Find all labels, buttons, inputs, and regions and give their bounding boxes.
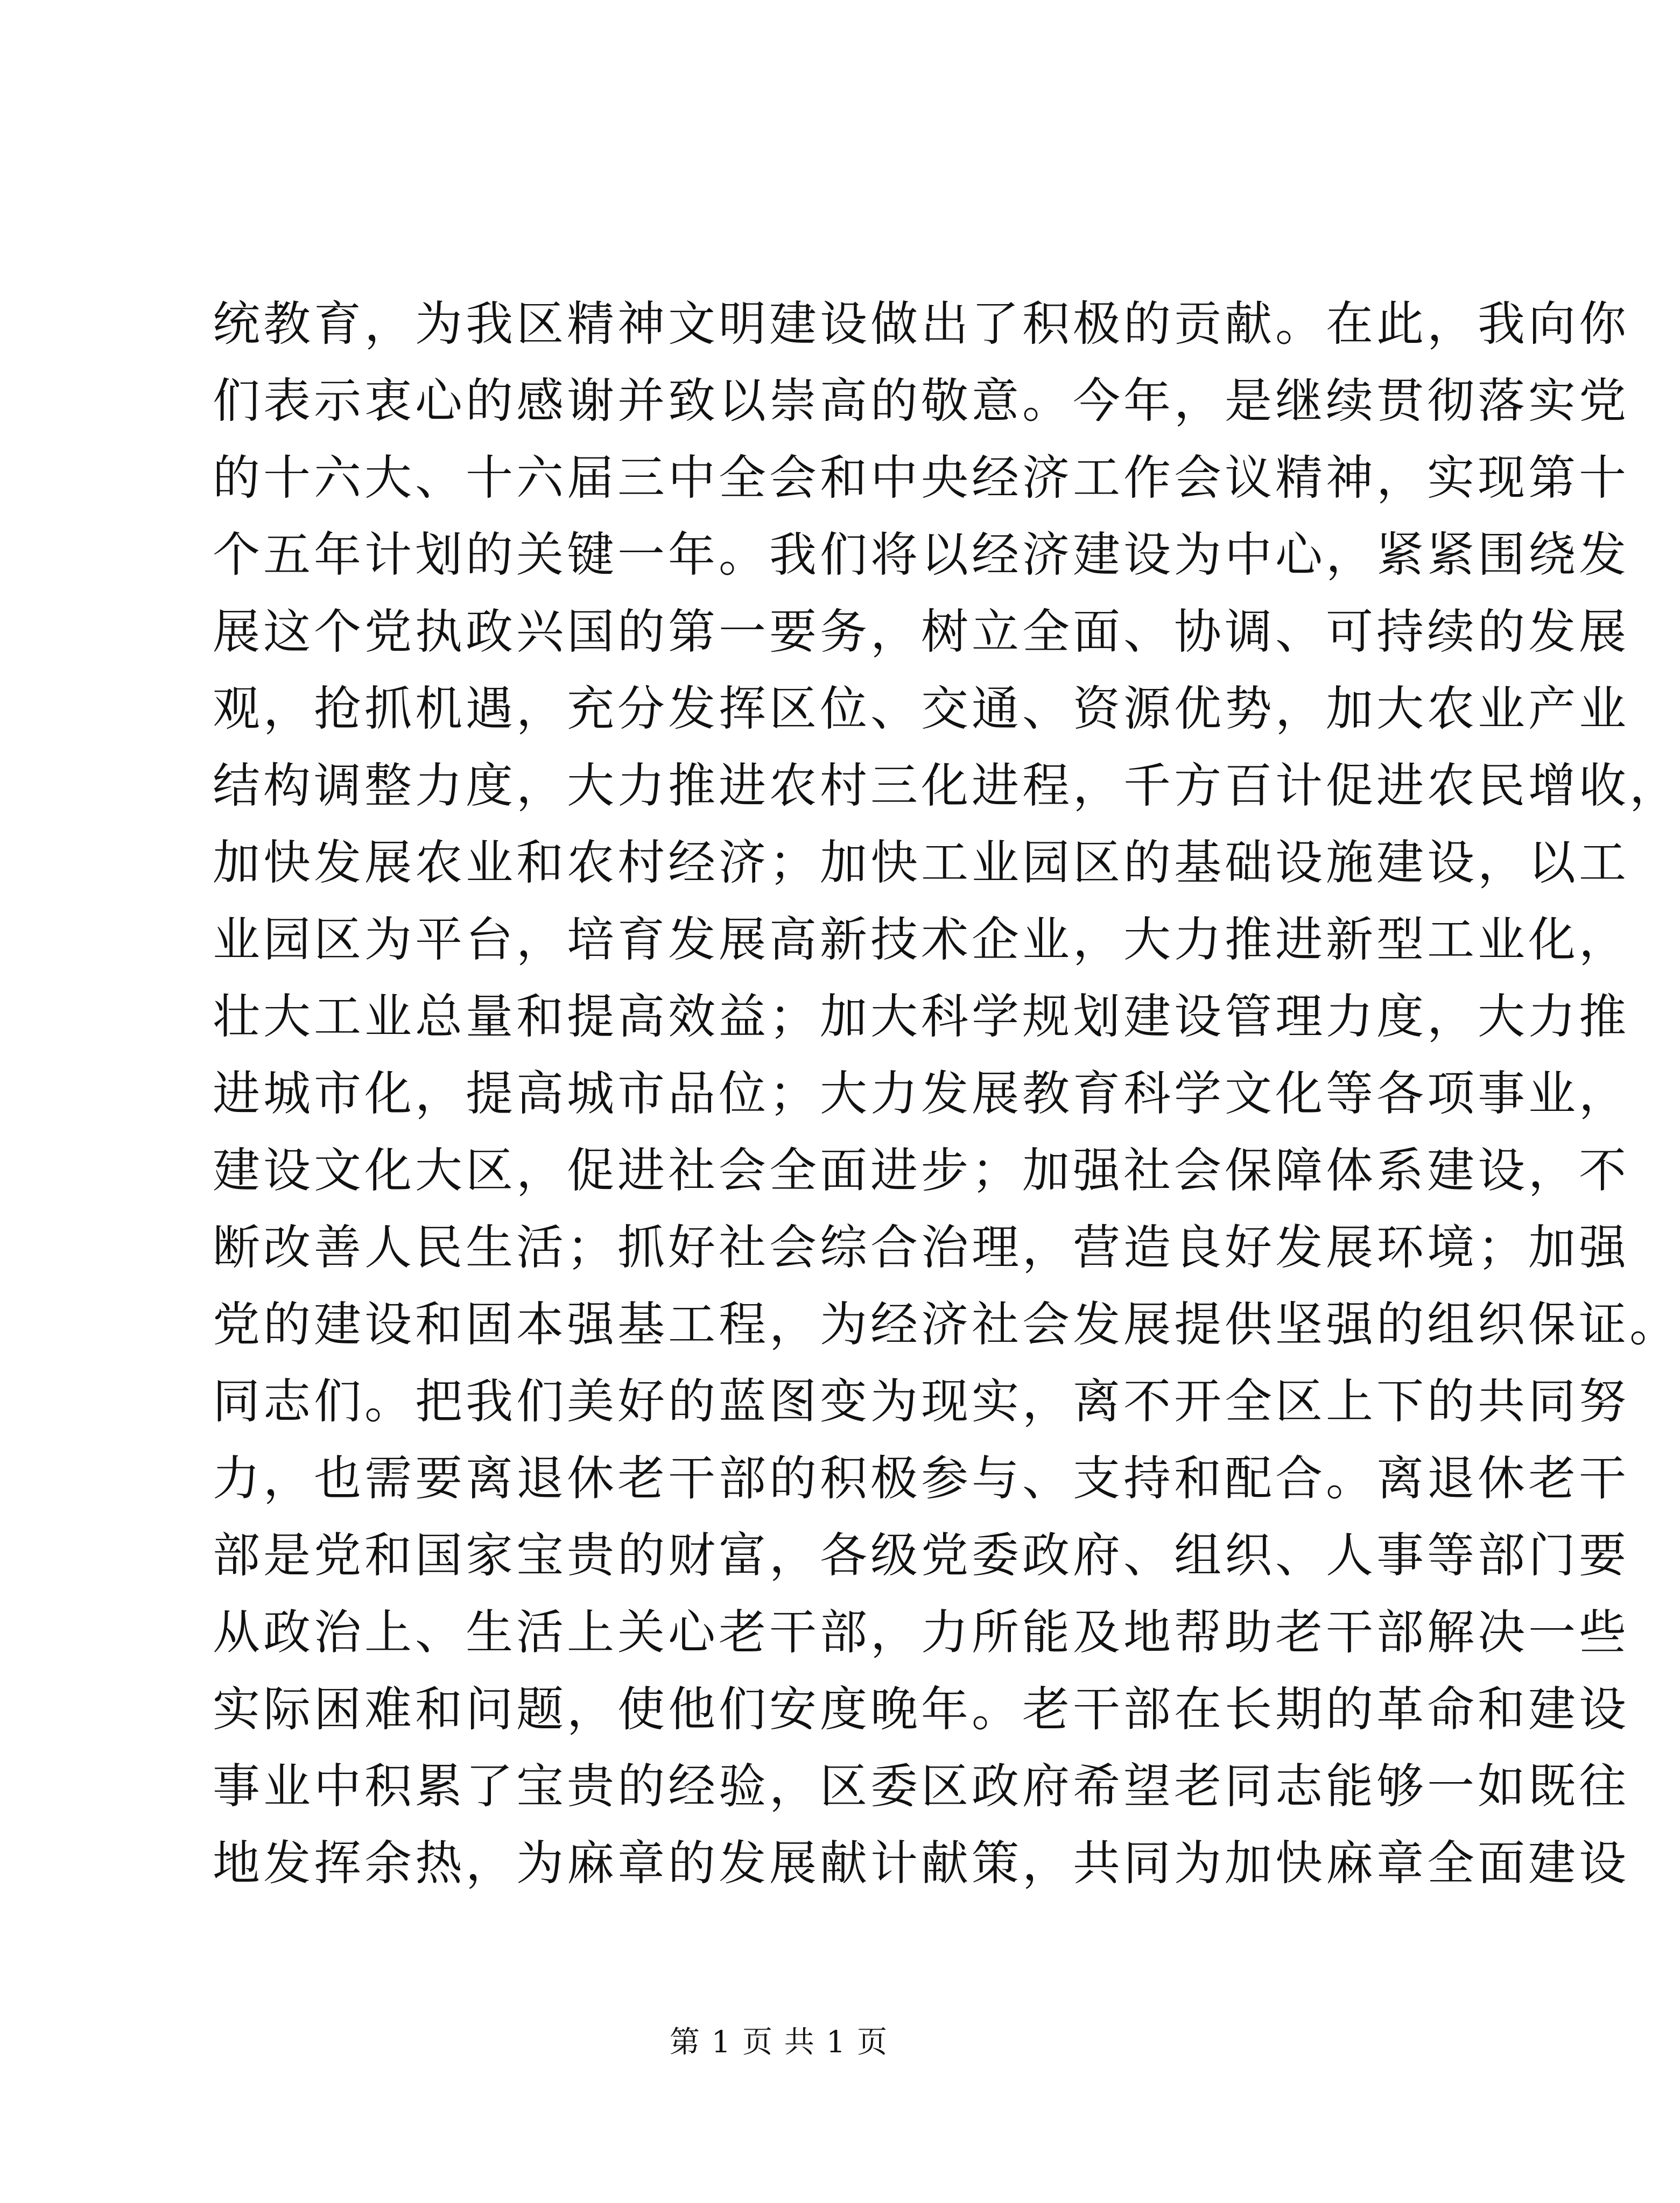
text-line: 事业中积累了宝贵的经验，区委区政府希望老同志能够一如既往: [213, 1758, 1630, 1814]
text-line: 的十六大、十六届三中全会和中央经济工作会议精神，实现第十: [213, 450, 1630, 505]
text-line: 展这个党执政兴国的第一要务，树立全面、协调、可持续的发展: [213, 604, 1630, 659]
text-line: 同志们。把我们美好的蓝图变为现实，离不开全区上下的共同努: [213, 1374, 1630, 1429]
text-line: 统教育，为我区精神文明建设做出了积极的贡献。在此，我向你: [213, 296, 1630, 351]
page-number-footer: 第 1 页 共 1 页: [669, 2025, 889, 2060]
text-line: 个五年计划的关键一年。我们将以经济建设为中心，紧紧围绕发: [213, 527, 1630, 582]
text-line: 们表示衷心的感谢并致以崇高的敬意。今年，是继续贯彻落实党: [213, 373, 1630, 428]
text-line: 业园区为平台，培育发展高新技术企业，大力推进新型工业化，: [213, 912, 1630, 967]
text-line: 力，也需要离退休老干部的积极参与、支持和配合。离退休老干: [213, 1451, 1630, 1506]
text-line: 壮大工业总量和提高效益；加大科学规划建设管理力度，大力推: [213, 989, 1630, 1044]
text-line: 党的建设和固本强基工程，为经济社会发展提供坚强的组织保证。: [213, 1297, 1680, 1352]
text-line: 断改善人民生活；抓好社会综合治理，营造良好发展环境；加强: [213, 1220, 1630, 1275]
text-line: 结构调整力度，大力推进农村三化进程，千方百计促进农民增收，: [213, 758, 1680, 813]
text-line: 加快发展农业和农村经济；加快工业园区的基础设施建设，以工: [213, 835, 1630, 890]
text-line: 进城市化，提高城市品位；大力发展教育科学文化等各项事业，: [213, 1066, 1630, 1121]
text-line: 从政治上、生活上关心老干部，力所能及地帮助老干部解决一些: [213, 1604, 1630, 1660]
text-line: 实际困难和问题，使他们安度晚年。老干部在长期的革命和建设: [213, 1681, 1630, 1737]
text-line: 建设文化大区，促进社会全面进步；加强社会保障体系建设，不: [213, 1143, 1630, 1198]
text-line: 观，抢抓机遇，充分发挥区位、交通、资源优势，加大农业产业: [213, 681, 1630, 736]
text-line: 地发挥余热，为麻章的发展献计献策，共同为加快麻章全面建设: [213, 1835, 1630, 1891]
text-line: 部是党和国家宝贵的财富，各级党委政府、组织、人事等部门要: [213, 1528, 1630, 1583]
body-text: [213, 285, 1680, 1902]
